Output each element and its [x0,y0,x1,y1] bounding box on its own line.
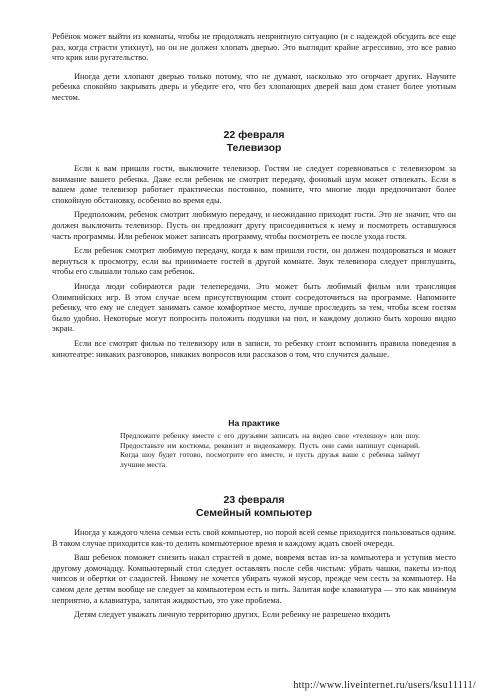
computer-paragraph-2: Ваш ребенок поможет снизить накал страстей в доме, вовремя встав из-за компьютера и уступив место другому домочадцу. Компьютерный стол следует оставлять после себя чистым: убрать чашки, пакеты из-под чипсов и обертки от сладостей. Никому не хочется убирать чужой мусор, прежде чем сесть за компьютер. На самом деле детям вообще не следует за компьютером есть и пить. Залитая кофе клавиатура — это как минимум неприятно, а клавиатура, залитая жидкостью, это уже проблема. [52,553,456,605]
intro-paragraph-1: Ребёнок может выйти из комнаты, чтобы не продолжать неприятную ситуацию (и с надеждой обсудить все еще раз, когда страсти утихнут), но он не должен хлопать дверью. Это выглядит крайне агрессивно, это все равно что крик или ругательство. [52,32,456,63]
computer-paragraph-1: Иногда у каждого члена семьи есть свой компьютер, но порой всей семье приходится пользоваться одним. В таком случае приходится как-то делить компьютерное время и каждому ждать своей очереди. [52,528,456,548]
section-computer-body [52,528,456,621]
footer-url: http://www.liveinternet.ru/users/ksu11111/ [293,680,476,691]
tv-paragraph-3: Если ребенок смотрит любимую передачу, когда к вам пришли гости, он должен поздороваться и может вернуться к просмотру, если вы принимаете гостей в другой комнате. Звук телевизора следует приглушить, чтобы его слышали только сам ребенок. [52,246,456,277]
section-title: Семейный компьютер [195,507,313,519]
section-tv-body [52,164,456,360]
tv-paragraph-4: Иногда люди собираются ради телепередачи. Это может быть любимый фильм или трансляция Олимпийских игр. В этом случае всем присутствующим стоит сосредоточиться на программе. Напомните ребенку, что ему не следует занимать самое комфортное место, лучше проследить за тем, чтобы всем гостям было удобно. Некоторые могут попросить положить подушки на пол, и каждому должно быть хорошо видно экран. [52,281,456,334]
intro-paragraph-2: Иногда дети хлопают дверью только потому, что не думают, насколько это огорчает других. Научите ребенка спокойно закрывать дверь и убедите его, что без хлопающих дверей ваш дом станет более уютным местом. [52,71,456,102]
section-title: Телевизор [226,142,282,154]
intro-section [52,32,456,104]
section-date: 23 февраля [223,494,285,506]
section-heading-computer [52,494,456,520]
section-date: 22 февраля [223,129,285,141]
tv-paragraph-1: Если к вам пришли гости, выключите телевизор. Гостям не следует соревноваться с телевизором за внимание вашего ребенка. Даже если ребенок не смотрит передачу, фоновый шум может отвлекать. Если в вашем доме телевизор работает практически постоянно, помните, что многие люди предпочитают более спокойную обстановку, особенно во время еды. [52,164,456,205]
practice-box [120,431,420,469]
practice-title: На практике [228,418,280,428]
tv-paragraph-2: Предположим, ребенок смотрит любимую передачу, и неожиданно приходят гости. Это не значит, что он должен выключить телевизор. Пусть он предложит другу присоединиться к нему и посмотреть оставшуюся часть программы. Или ребенок может записать программу, чтобы посмотреть ее после ухода гостя. [52,210,456,241]
practice-text: Предложите ребенку вместе с его друзьями записать на видео свое «телешоу» или шоу. Предоставьте им костюмы, реквизит и видеокамеру. Пусть они сами напишут сценарий. Когда шоу будет готово, посмотрите его вместе, и пусть друзья ваше с ребенка займут лучшие места. [120,431,420,469]
section-heading-tv [52,129,456,155]
computer-paragraph-3: Детям следует уважать личную территорию других. Если ребенку не разрешено входить [74,610,391,620]
tv-paragraph-5: Если все смотрят фильм по телевизору или в записи, то ребенку стоит вспомнить правила поведения в кинотеатре: никаких разговоров, никаких вопросов или рассказов о том, что случится дальше. [52,338,456,359]
